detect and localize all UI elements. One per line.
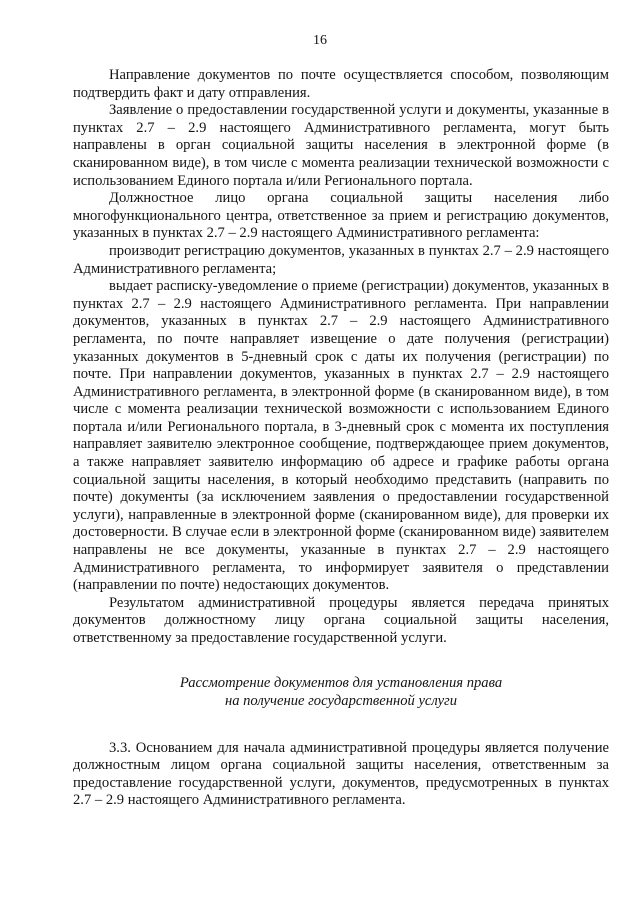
paragraph-electronic-submission: Заявление о предоставлении государственной услуги и документы, указанные в пунктах 2.7 – 2.9 настоящего Административного регламента, могут быть направлены в орган социальной защиты населения в электронной форме (в сканированном виде), в том числе с момента реализации технической возможности с использованием Единого портала и/или Регионального портала.	[73, 102, 609, 189]
paragraph-mail-delivery: Направление документов по почте осуществляется способом, позволяющим подтвердить факт и дату отправления.	[73, 67, 609, 101]
paragraph-responsible-official: Должностное лицо органа социальной защиты населения либо многофункционального центра, ответственное за прием и регистрацию документов, указанных в пунктах 2.7 – 2.9 настоящего Административного регламента:	[73, 190, 609, 242]
section-heading	[73, 674, 609, 710]
paragraph-receipt-notification: выдает расписку-уведомление о приеме (регистрации) документов, указанных в пунктах 2.7 – 2.9 настоящего Административного регламента. При направлении документов, указанных в пунктах 2.7 – 2.9 настоящего Административного регламента, по почте направляет извещение о дате получения (регистрации) указанных документов в 5-дневный срок с даты их получения (регистрации) по почте. При направлении документов, указанных в пунктах 2.7 – 2.9 настоящего Административного регламента, в электронной форме (в сканированном виде), в том числе с момента реализации технической возможности с использованием Единого портала и/или Регионального портала, в 3-дневный срок с момента их поступления направляет заявителю электронное сообщение, подтверждающее прием документов, а также направляет заявителю информацию об адресе и графике работы органа социальной защиты населения, в который необходимо представить (направить по почте) документы (за исключением заявления о предоставлении государственной услуги), направленные в электронной форме (сканированном виде), для проверки их достоверности. В случае если в электронной форме (сканированном виде) заявителем направлены не все документы, указанные в пунктах 2.7 – 2.9 настоящего Административного регламента, то информирует заявителя о представлении (направлении по почте) недостающих документов.	[73, 278, 609, 594]
page-number: 16	[313, 33, 327, 48]
document-body	[73, 67, 609, 810]
section-heading-line-2: на получение государственной услуги	[224, 692, 458, 709]
paragraph-registration: производит регистрацию документов, указанных в пунктах 2.7 – 2.9 настоящего Административного регламента;	[73, 242, 609, 277]
paragraph-3-3: 3.3. Основанием для начала административной процедуры является получение должностным лицом органа социальной защиты населения, ответственным за предоставление государственной услуги, документов, предусмотренных в пунктах 2.7 – 2.9 настоящего Административного регламента.	[73, 739, 609, 809]
section-heading-line-1: Рассмотрение документов для установления права	[179, 674, 503, 691]
paragraph-procedure-result: Результатом административной процедуры является передача принятых документов должностному лицу органа социальной защиты населения, ответственному за предоставление государственной услуги.	[73, 594, 609, 646]
